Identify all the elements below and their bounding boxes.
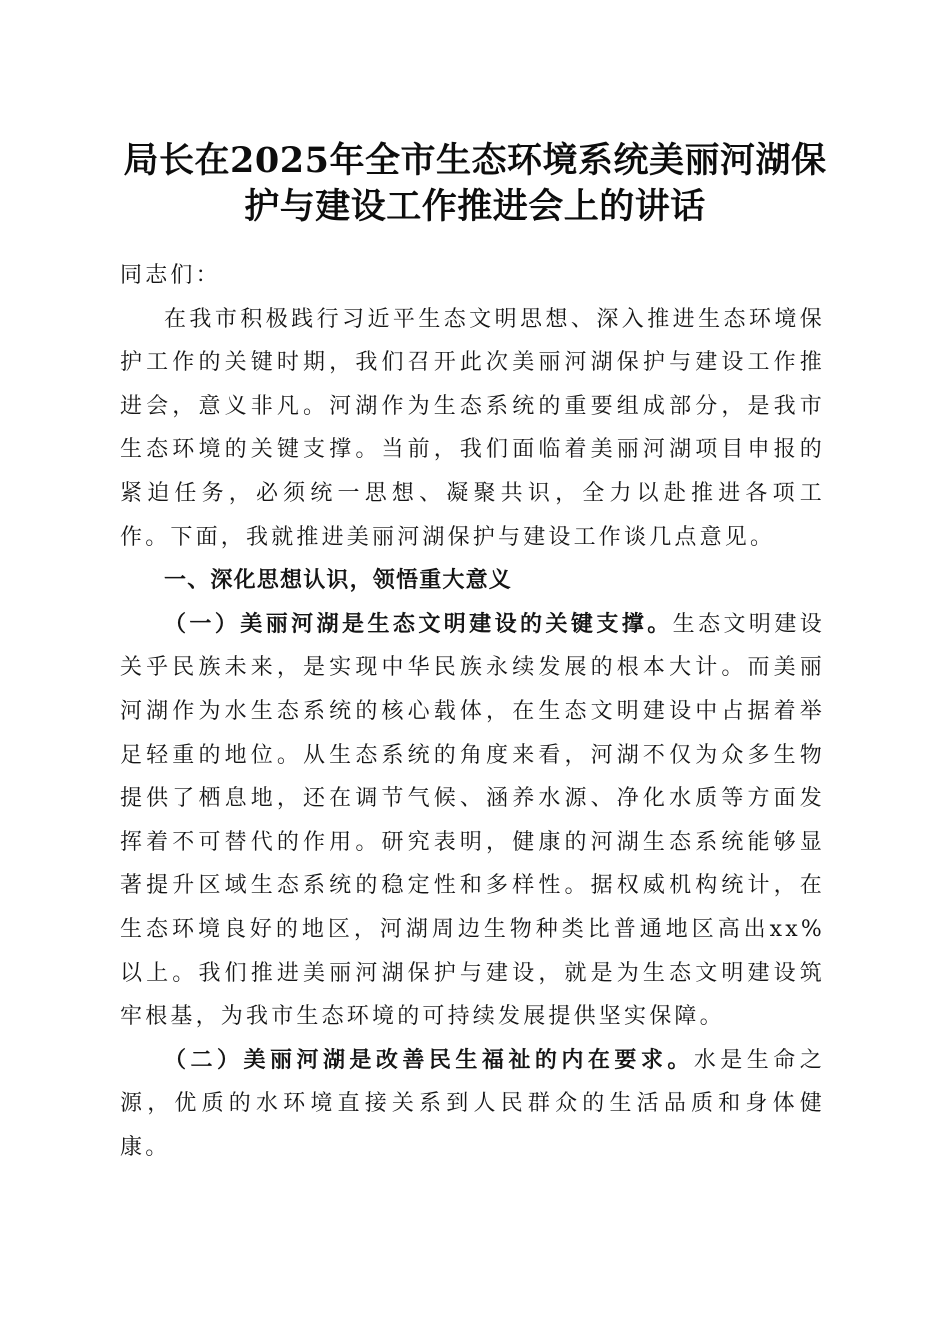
subsection-paragraph-1 (120, 603, 825, 1039)
title-line-2: 护与建设工作推进会上的讲话 (244, 186, 706, 227)
subsection-text-1: 生态文明建设关乎民族未来，是实现中华民族永续发展的根本大计。而美丽河湖作为水生态系统的核心载体，在生态文明建设中占据着举足轻重的地位。从生态系统的角度来看，河湖不仅为众多生物提供了栖息地，还在调节气候、涵养水源、净化水质等方面发挥着不可替代的作用。研究表明，健康的河湖生态系统能够显著提升区域生态系统的稳定性和多样性。据权威机构统计，在生态环境良好的地区，河湖周边生物种类比普通地区高出xx%以上。我们推进美丽河湖保护与建设，就是为生态文明建设筑牢根基，为我市生态环境的可持续发展提供坚实保障。 (120, 611, 825, 1030)
subsection-text-2: 水是生命之源，优质的水环境直接关系到人民群众的生活品质和身体健康。 (120, 1047, 825, 1160)
document-body (120, 254, 825, 1169)
subsection-lead-1: （一）美丽河湖是生态文明建设的关键支撑。 (164, 610, 673, 637)
intro-paragraph: 在我市积极践行习近平生态文明思想、深入推进生态环境保护工作的关键时期，我们召开此次美丽河湖保护与建设工作推进会，意义非凡。河湖作为生态系统的重要组成部分，是我市生态环境的关键支撑。当前，我们面临着美丽河湖项目申报的紧迫任务，必须统一思想、凝聚共识，全力以赴推进各项工作。下面，我就推进美丽河湖保护与建设工作谈几点意见。 (120, 306, 825, 550)
section-heading-1: 一、深化思想认识，领悟重大意义 (164, 568, 513, 594)
document-title (80, 138, 870, 230)
subsection-lead-2: （二）美丽河湖是改善民生福祉的内在要求。 (164, 1046, 694, 1073)
salutation: 同志们： (120, 263, 221, 288)
subsection-paragraph-2 (120, 1039, 825, 1170)
title-line-1: 局长在2025年全市生态环境系统美丽河湖保 (123, 140, 827, 181)
